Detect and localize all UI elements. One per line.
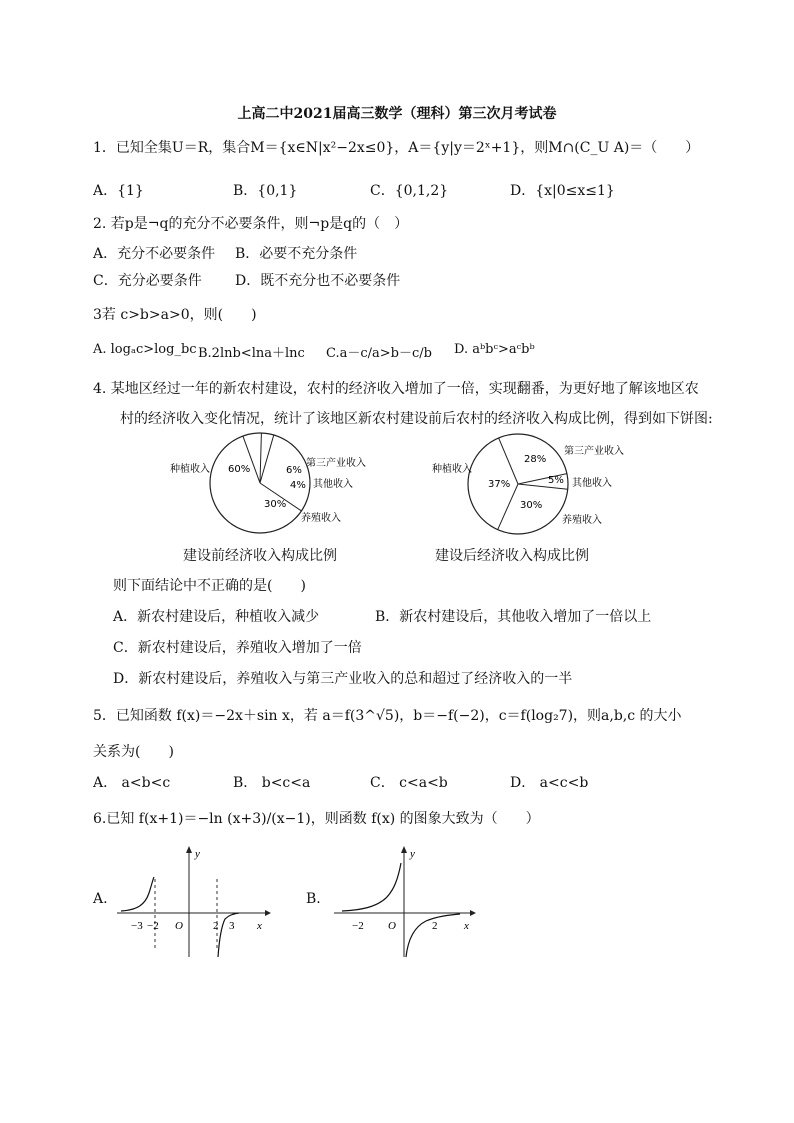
q6-graph-b — [330, 843, 480, 961]
pie-before-pct-breeding: 30% — [264, 499, 287, 510]
q5-option-c: C． c<a<b — [370, 775, 448, 791]
q2-option-d: D．既不充分也不必要条件 — [235, 273, 401, 289]
q5-option-d: D． a<c<b — [510, 775, 589, 791]
q2-stem: 2. 若p是¬q的充分不必要条件，则¬p是q的（ ） — [93, 216, 409, 232]
q4-stem-line1: 4. 某地区经过一年的新农村建设，农村的经济收入增加了一倍，实现翻番，为更好地了解该地区农 — [93, 381, 699, 397]
pie-before-divider-4 — [260, 435, 274, 483]
graph-b-x-label: x — [464, 920, 469, 932]
q1-option-c: C．{0,1,2} — [370, 183, 449, 199]
pie-before-pct-other: 4% — [290, 480, 306, 491]
pie-after-divider-2 — [499, 438, 518, 484]
graph-b-y-arrow-icon — [401, 846, 407, 853]
q5-option-a: A． a<b<c — [93, 775, 171, 791]
q4-option-c: C．新农村建设后，养殖收入增加了一倍 — [113, 640, 362, 656]
q6-graph-a-label: A. — [93, 891, 108, 907]
pie-before-caption: 建设前经济收入构成比例 — [183, 548, 337, 564]
q5-option-b: B． b<c<a — [233, 775, 311, 791]
pie-before-label-other: 其他收入 — [313, 479, 353, 490]
pie-after-pct-breeding: 30% — [520, 500, 543, 511]
pie-after-pct-tertiary: 28% — [524, 454, 547, 465]
pie-before-divider-3 — [260, 433, 261, 483]
q4-option-d: D．新农村建设后，养殖收入与第三产业收入的总和超过了经济收入的一半 — [113, 671, 573, 687]
pie-before-label-breeding: 养殖收入 — [301, 513, 341, 524]
pie-after-caption: 建设后经济收入构成比例 — [435, 548, 589, 564]
q4-option-b: B．新农村建设后，其他收入增加了一倍以上 — [375, 609, 652, 625]
q3-option-a: A. logₐc>log_bc — [93, 342, 197, 357]
pie-after-label-breeding: 养殖收入 — [562, 515, 602, 526]
pie-before-label-tertiary: 第三产业收入 — [306, 458, 366, 469]
pie-after-label-planting: 种植收入 — [432, 464, 472, 475]
pie-before-pct-tertiary: 6% — [286, 465, 302, 476]
graph-a-origin: O — [175, 920, 183, 932]
q3-option-d: D. aᵇbᶜ>aᶜbᵇ — [454, 342, 535, 357]
q6-stem: 6.已知 f(x+1)＝−ln (x+3)/(x−1)，则函数 f(x) 的图象大致为（ ） — [93, 811, 540, 827]
page-title: 上高二中2021届高三数学（理科）第三次月考试卷 — [237, 106, 557, 122]
pie-charts — [170, 432, 730, 536]
q1-option-a: A．{1} — [93, 183, 144, 199]
graph-a-tick-neg3: −3 — [131, 920, 143, 932]
graph-b-tick-neg2: −2 — [352, 920, 364, 932]
graph-a-x-arrow-icon — [265, 910, 271, 916]
graph-a-tick-2: 2 — [213, 920, 219, 932]
q1-stem: 1．已知全集U＝R，集合M＝{x∈N|x²−2x≤0}，A＝{y|y＝2ˣ+1}，则M∩(C_U A)＝（ ） — [93, 140, 700, 156]
pie-after — [432, 434, 624, 534]
pie-before — [170, 433, 366, 533]
graph-b-x-arrow-icon — [470, 910, 476, 916]
graph-a-left-branch — [121, 877, 154, 911]
q3-stem: 3若 c>b>a>0，则( ) — [93, 307, 257, 323]
graph-b-y-label: y — [410, 848, 415, 860]
graph-a-tick-neg2: −2 — [147, 920, 159, 932]
graph-b-tick-2: 2 — [432, 920, 438, 932]
q2-option-c: C．充分必要条件 — [93, 273, 202, 289]
pie-after-label-other: 其他收入 — [572, 478, 612, 489]
q6-graph-a — [115, 843, 275, 961]
graph-b-left-branch — [342, 863, 401, 911]
q4-subquestion: 则下面结论中不正确的是( ) — [113, 578, 306, 594]
q1-option-d: D．{x|0≤x≤1} — [510, 183, 615, 199]
pie-after-label-tertiary: 第三产业收入 — [564, 446, 624, 457]
q3-option-c: C.a－c/a>b－c/b — [326, 346, 432, 361]
q2-option-a: A．充分不必要条件 — [93, 246, 216, 262]
q3-option-b: B.2lnb<lna＋lnc — [198, 346, 305, 361]
graph-a-y-arrow-icon — [186, 846, 192, 853]
q5-stem: 5．已知函数 f(x)＝−2x＋sin x，若 a＝f(3^√5)，b＝−f(−2)，c＝f(log₂7)，则a,b,c 的大小 — [93, 708, 682, 724]
pie-after-pct-other: 5% — [548, 475, 564, 486]
pie-before-pct-planting: 60% — [228, 464, 251, 475]
pie-after-pct-planting: 37% — [488, 479, 511, 490]
q2-option-b: B．必要不充分条件 — [235, 246, 358, 262]
q5-stem-line2: 关系为( ) — [93, 744, 174, 760]
q6-graph-b-label: B. — [306, 891, 321, 907]
graph-b-origin: O — [388, 920, 396, 932]
pie-before-label-planting: 种植收入 — [170, 464, 210, 475]
graph-a-y-label: y — [195, 848, 200, 860]
q4-stem-line2: 村的经济收入变化情况，统计了该地区新农村建设前后农村的经济收入构成比例，得到如下饼图: — [120, 411, 713, 427]
q1-option-b: B．{0,1} — [233, 183, 298, 199]
graph-a-tick-3: 3 — [229, 920, 235, 932]
graph-a-x-label: x — [257, 920, 262, 932]
pie-after-divider-1 — [498, 484, 518, 530]
q4-option-a: A．新农村建设后，种植收入减少 — [113, 609, 320, 625]
pie-before-divider-2 — [243, 436, 260, 483]
